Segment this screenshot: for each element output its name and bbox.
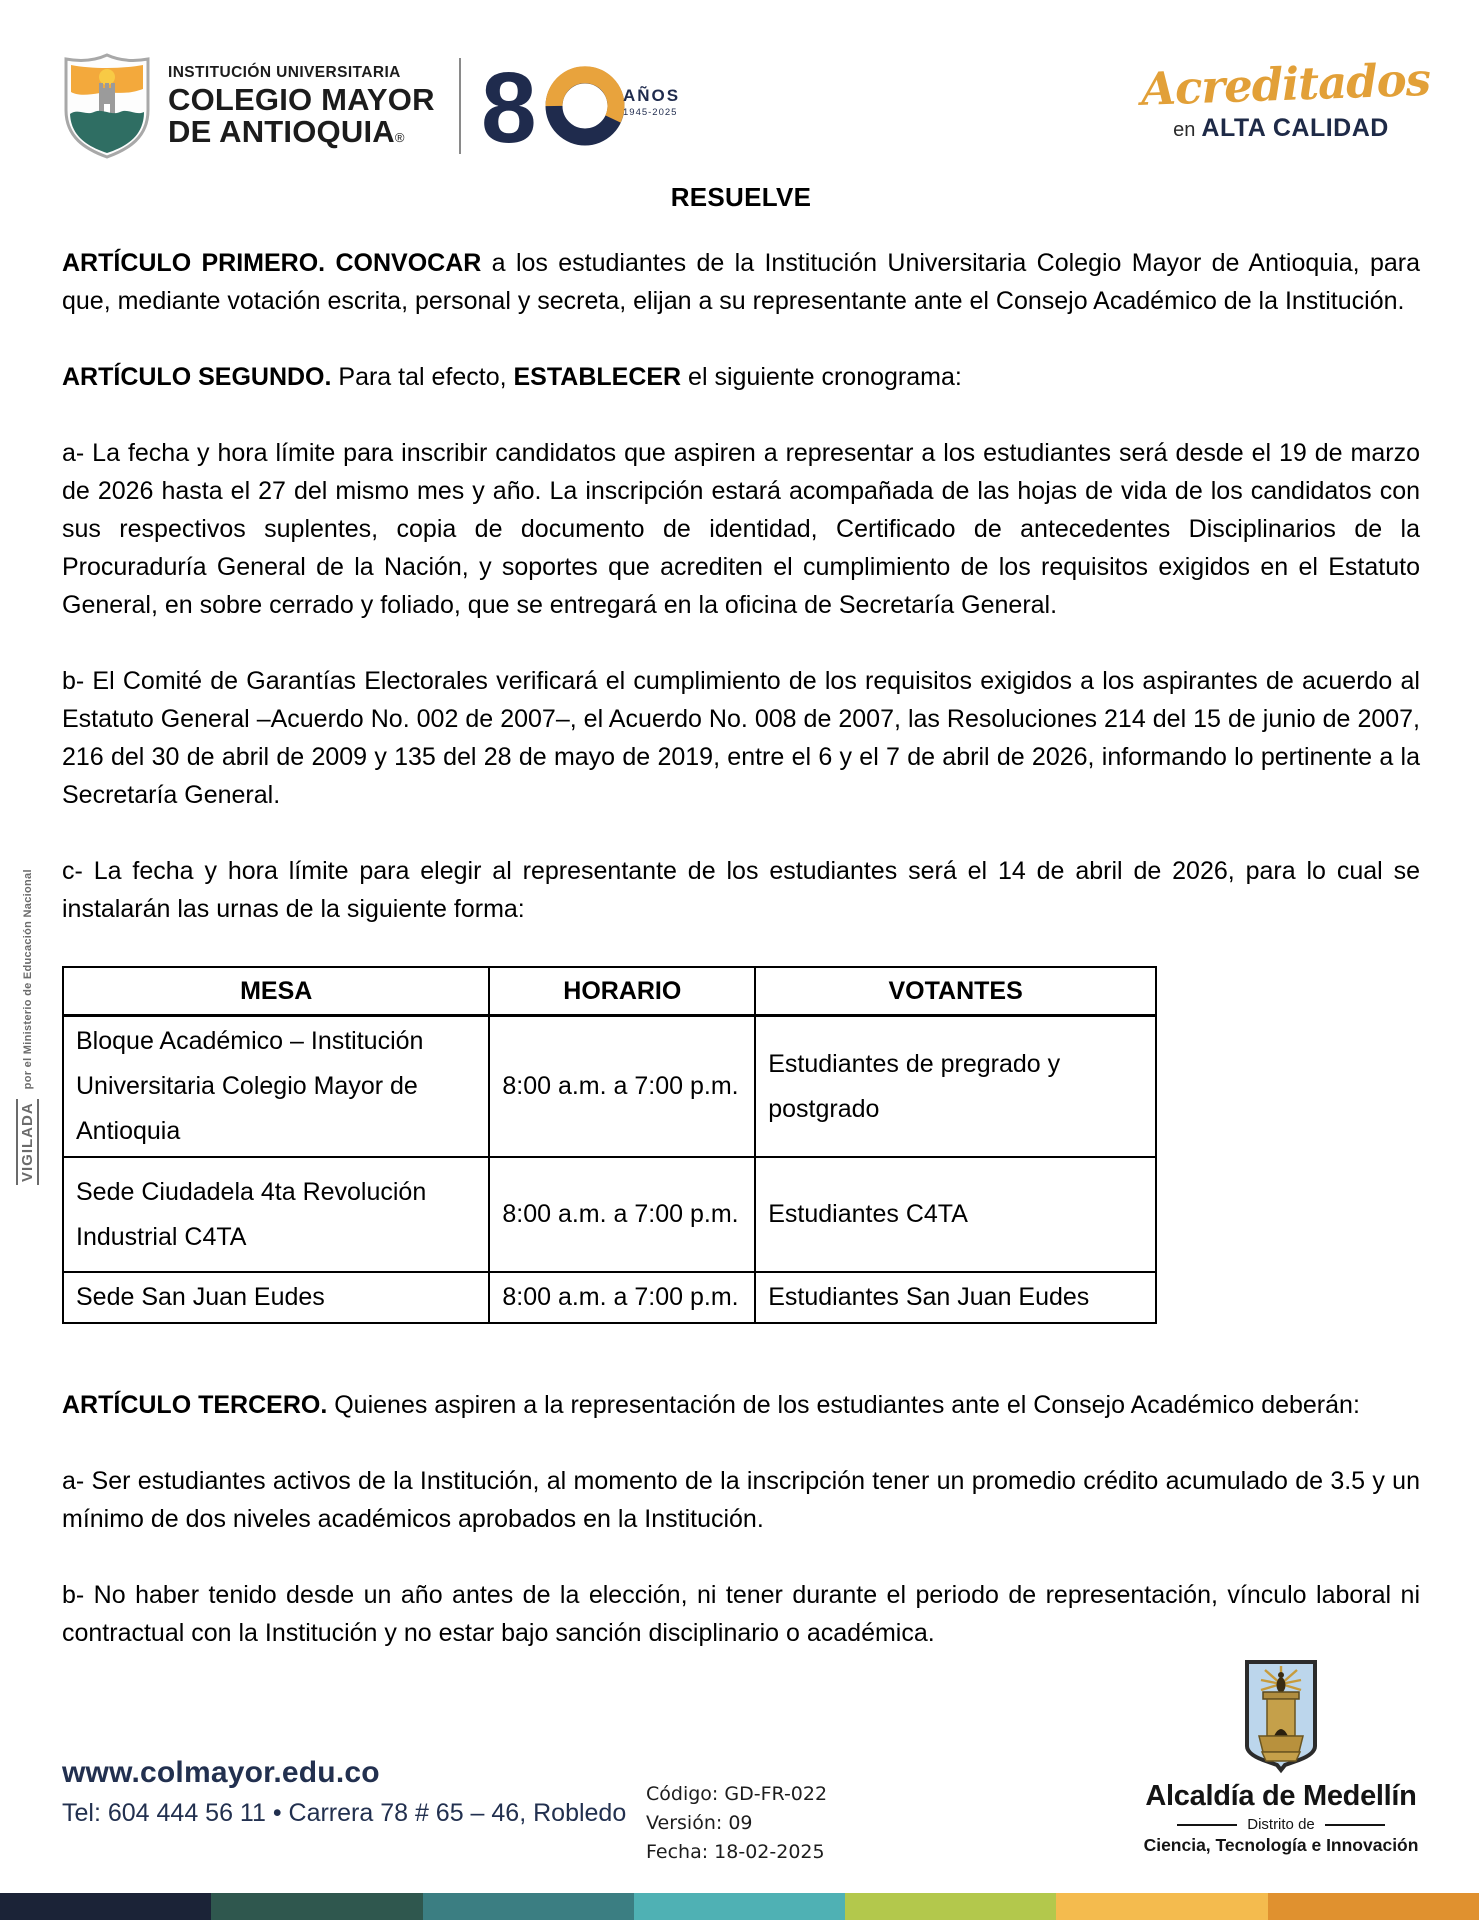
footer-contact-block xyxy=(62,1756,626,1828)
doc-date-label: Fecha: xyxy=(646,1841,709,1863)
voting-tables-table xyxy=(62,966,1157,1324)
accreditation-label: ALTA CALIDAD xyxy=(1201,114,1389,142)
cell-votantes: Estudiantes de pregrado y postgrado xyxy=(755,1016,1156,1158)
cell-mesa: Sede San Juan Eudes xyxy=(63,1272,489,1323)
articulo-primero-lead: ARTÍCULO PRIMERO. CONVOCAR xyxy=(62,249,482,277)
cell-horario: 8:00 a.m. a 7:00 p.m. xyxy=(489,1016,755,1158)
paragraph-articulo-segundo xyxy=(62,358,1420,396)
district-line xyxy=(1136,1816,1426,1833)
city-hall-shield-icon xyxy=(1241,1658,1321,1776)
cell-mesa: Bloque Académico – Institución Universitaria Colegio Mayor de Antioquia xyxy=(63,1016,489,1158)
paragraph-item3-b: b- No haber tenido desde un año antes de la elección, ni tener durante el periodo de representación, vínculo laboral ni contractual con la Institución y no estar bajo sanción disciplinario o académica. xyxy=(62,1581,1420,1647)
accreditation-subtitle xyxy=(1141,114,1421,143)
university-name-line1: COLEGIO MAYOR xyxy=(168,82,435,118)
accreditation-prefix: en xyxy=(1173,119,1196,141)
column-header-horario: HORARIO xyxy=(489,967,755,1016)
document-title: RESUELVE xyxy=(670,182,812,212)
phone-address-line: Tel: 604 444 56 11 • Carrera 78 # 65 – 46, Robledo xyxy=(62,1799,627,1827)
articulo-tercero-body: Quienes aspiren a la representación de los estudiantes ante el Consejo Académico deberán: xyxy=(327,1391,1360,1419)
paragraph-articulo-primero xyxy=(62,244,1420,320)
column-header-votantes: VOTANTES xyxy=(755,967,1156,1016)
accreditation-logo xyxy=(1140,52,1431,143)
district-rule-right xyxy=(1325,1824,1385,1826)
city-hall-name: Alcaldía de Medellín xyxy=(1145,1780,1417,1812)
vigilada-watermark xyxy=(16,869,39,1185)
accreditation-script-text: Acreditados xyxy=(1140,52,1431,116)
document-body xyxy=(62,182,1420,1690)
articulo-primero-body: a los estudiantes de la Institución Universitaria Colegio Mayor de Antioquia, para que, mediante votación escrita, personal y secreta, elijan a su representante ante el Consejo Académico de la Institución. xyxy=(62,249,1420,315)
table-header-row xyxy=(63,967,1156,1016)
svg-text:AÑOS: AÑOS xyxy=(622,86,680,105)
university-name xyxy=(168,65,435,148)
university-brand xyxy=(62,52,691,160)
paragraph-item3-a: a- Ser estudiantes activos de la Institución, al momento de la inscripción tener un promedio crédito acumulado de 3.5 y un mínimo de dos niveles académicos aprobados en la Institución. xyxy=(62,1467,1420,1533)
color-bar-segment xyxy=(423,1893,634,1920)
doc-code-value: GD-FR-022 xyxy=(724,1783,828,1805)
doc-date-line xyxy=(646,1838,827,1867)
color-bar-segment xyxy=(1268,1893,1479,1920)
city-hall-logo-block xyxy=(1136,1658,1426,1856)
articulo-segundo-emphasis: ESTABLECER xyxy=(513,363,682,391)
articulo-tercero-lead: ARTÍCULO TERCERO. xyxy=(62,1391,328,1419)
table-row xyxy=(63,1016,1156,1158)
cell-mesa: Sede Ciudadela 4ta Revolución Industrial C4TA xyxy=(63,1157,489,1272)
header-divider xyxy=(459,58,461,154)
color-bar-segment xyxy=(1056,1893,1267,1920)
footer-color-bar xyxy=(0,1893,1479,1920)
doc-version-value: 09 xyxy=(728,1812,753,1834)
anniversary-80-logo xyxy=(481,54,691,158)
color-bar-segment xyxy=(845,1893,1056,1920)
paragraph-item-b: b- El Comité de Garantías Electorales verificará el cumplimiento de los requisitos exigidos a los aspirantes de acuerdo al Estatuto General –Acuerdo No. 002 de 2007–, el Acuerdo No. 008 de 2007, las Resoluciones 214 del 15 de junio de 2007, 216 del 30 de abril de 2009 y 135 del 28 de mayo de 2019, entre el 6 y el 7 de abril de 2026, informando lo pertinente a la Secretaría General. xyxy=(62,667,1420,809)
paragraph-item-c: c- La fecha y hora límite para elegir al representante de los estudiantes será el 14 de abril de 2026, para lo cual se instalarán las urnas de la siguiente forma: xyxy=(62,857,1420,923)
university-name-line2: DE ANTIOQUIA® xyxy=(168,113,405,149)
articulo-segundo-mid: Para tal efecto, xyxy=(331,363,514,391)
doc-date-value: 18-02-2025 xyxy=(714,1841,825,1863)
articulo-segundo-tail: el siguiente cronograma: xyxy=(681,363,962,391)
vigilada-ministry-label: por el Ministerio de Educación Nacional xyxy=(21,869,34,1090)
university-shield-icon xyxy=(62,52,152,160)
district-rule-left xyxy=(1177,1824,1237,1826)
doc-version-label: Versión: xyxy=(646,1812,723,1834)
svg-text:8: 8 xyxy=(480,54,537,158)
cell-votantes: Estudiantes C4TA xyxy=(755,1157,1156,1272)
doc-code-label: Código: xyxy=(646,1783,719,1805)
university-name-small: INSTITUCIÓN UNIVERSITARIA xyxy=(168,63,401,81)
cell-votantes: Estudiantes San Juan Eudes xyxy=(755,1272,1156,1323)
articulo-segundo-lead: ARTÍCULO SEGUNDO. xyxy=(62,363,332,391)
registered-mark: ® xyxy=(394,129,405,145)
paragraph-item-a: a- La fecha y hora límite para inscribir candidatos que aspiren a representar a los estudiantes será desde el 19 de marzo de 2026 hasta el 27 del mismo mes y año. La inscripción estará acompañada de las hojas de vida de los candidatos con sus respectivos suplentes, copia de documento de identidad, Certificado de antecedentes Disciplinarios de la Procuraduría General de la Nación, y soportes que acrediten el cumplimiento de los requisitos exigidos en el Estatuto General, en sobre cerrado y foliado, que se entregará en la oficina de Secretaría General. xyxy=(62,439,1420,619)
table-row xyxy=(63,1157,1156,1272)
district-subtitle: Ciencia, Tecnología e Innovación xyxy=(1143,1835,1419,1855)
color-bar-segment xyxy=(211,1893,422,1920)
column-header-mesa: MESA xyxy=(63,967,489,1016)
svg-text:1945-2025: 1945-2025 xyxy=(622,107,678,118)
color-bar-segment xyxy=(634,1893,845,1920)
cell-horario: 8:00 a.m. a 7:00 p.m. xyxy=(489,1272,755,1323)
footer-meta-block xyxy=(646,1780,827,1867)
paragraph-articulo-tercero xyxy=(62,1386,1420,1424)
table-row xyxy=(63,1272,1156,1323)
header xyxy=(62,52,1429,170)
color-bar-segment xyxy=(0,1893,211,1920)
website-url: www.colmayor.edu.co xyxy=(62,1756,380,1789)
doc-code-line xyxy=(646,1780,827,1809)
vigilada-label: VIGILADA xyxy=(16,1099,39,1185)
district-label: Distrito de xyxy=(1247,1816,1315,1833)
cell-horario: 8:00 a.m. a 7:00 p.m. xyxy=(489,1157,755,1272)
doc-version-line xyxy=(646,1809,827,1838)
